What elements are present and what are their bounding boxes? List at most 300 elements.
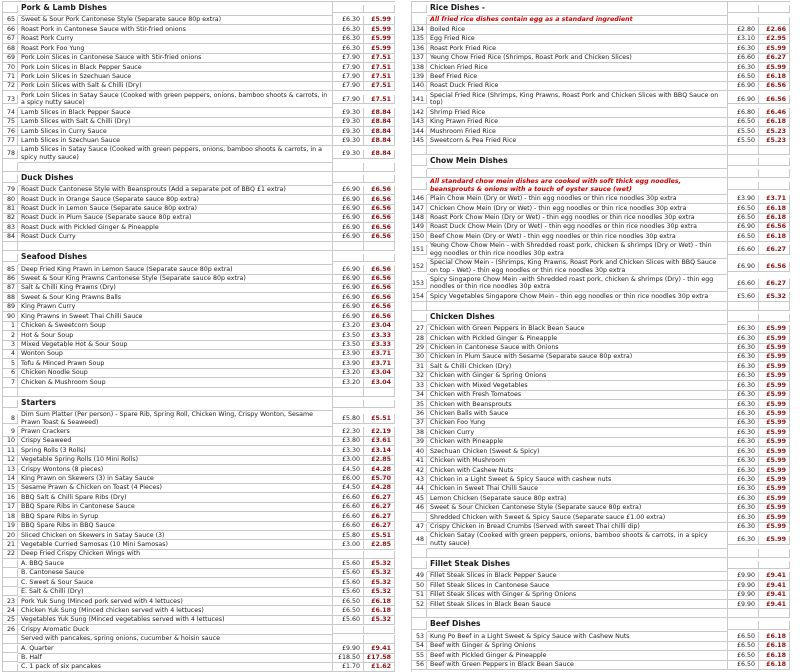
price-discount: £1.62 (364, 663, 395, 672)
dish-number: 20 (3, 531, 18, 540)
dish-name (427, 609, 728, 618)
price-discount: £3.71 (759, 195, 790, 204)
menu-item-row (3, 493, 395, 502)
price-standard: £6.30 (333, 44, 364, 53)
section-title: Beef Dishes (427, 618, 728, 632)
section-title: Rice Dishes - (427, 2, 728, 16)
price-standard (728, 17, 759, 25)
price-discount: £5.99 (759, 344, 790, 353)
price-standard: £6.50 (728, 642, 759, 651)
price-standard: £6.30 (728, 494, 759, 503)
price-standard: £9.30 (333, 118, 364, 127)
dish-name: Chicken Balls with Sauce (427, 409, 728, 418)
menu-item-row (3, 293, 395, 302)
dish-number: 31 (412, 362, 427, 371)
dish-number (3, 569, 18, 577)
dish-number: 66 (3, 25, 18, 34)
price-discount: £6.56 (759, 223, 790, 232)
dish-number: 56 (412, 661, 427, 670)
dish-name: Vegetable Curried Samosas (10 Mini Samosas) (18, 540, 333, 549)
price-standard: £6.90 (333, 303, 364, 312)
menu-item-row (3, 91, 395, 108)
price-discount: £4.28 (364, 484, 395, 493)
price-standard: £3.20 (333, 378, 364, 387)
price-discount: £6.56 (759, 95, 790, 104)
price-discount: £6.18 (759, 651, 790, 660)
price-discount (364, 626, 395, 634)
dish-name: Chicken with Green Peppers in Black Bean Sauce (427, 325, 728, 334)
price-standard (728, 561, 759, 569)
menu-item-row (412, 475, 790, 484)
menu-item-row (412, 457, 790, 466)
price-discount: £5.99 (759, 475, 790, 484)
dish-name: King Prawn Fried Rice (427, 118, 728, 127)
dish-number: 27 (412, 325, 427, 334)
dish-name: Chicken with Beansprouts (427, 400, 728, 409)
price-discount (364, 551, 395, 559)
menu-item-row (3, 284, 395, 293)
dish-name (18, 242, 333, 251)
dish-number: 37 (412, 419, 427, 428)
price-discount (759, 621, 790, 629)
spacer-row (3, 242, 395, 251)
dish-name: Lamb Slices in Black Pepper Sauce (18, 108, 333, 117)
dish-number: 84 (3, 233, 18, 242)
price-discount: £5.99 (759, 457, 790, 466)
price-standard: £3.00 (333, 540, 364, 549)
price-standard: £6.30 (728, 485, 759, 494)
price-standard: £6.30 (728, 457, 759, 466)
dish-number: 53 (412, 632, 427, 641)
dish-name: King Prawns in Sweet Thai Chilli Sauce (18, 312, 333, 321)
price-discount (759, 17, 790, 25)
dish-number: 21 (3, 540, 18, 549)
dish-number (412, 549, 427, 558)
section-header-row (3, 2, 395, 16)
price-standard: £18.50 (333, 654, 364, 663)
price-discount (759, 158, 790, 166)
dish-name: Chicken Foo Yung (427, 419, 728, 428)
dish-number: 23 (3, 597, 18, 606)
dish-number: 68 (3, 44, 18, 53)
price-discount: £6.27 (759, 279, 790, 288)
dish-number: 77 (3, 136, 18, 145)
dish-name: Wonton Soup (18, 350, 333, 359)
price-standard: £7.90 (333, 72, 364, 81)
menu-item-row (3, 195, 395, 204)
price-standard: £3.30 (333, 446, 364, 455)
price-standard: £5.60 (333, 559, 364, 568)
price-discount: £8.84 (364, 150, 395, 159)
price-standard: £6.90 (333, 275, 364, 284)
price-discount: £5.32 (759, 292, 790, 301)
price-standard: £6.30 (728, 419, 759, 428)
price-standard: £6.30 (728, 409, 759, 418)
price-standard: £5.50 (728, 136, 759, 145)
price-discount: £9.41 (759, 581, 790, 590)
price-standard: £9.90 (728, 581, 759, 590)
dish-name: Sesame Prawn & Chicken on Toast (4 Pieces) (18, 484, 333, 493)
price-standard (728, 146, 759, 155)
price-standard: £6.30 (728, 381, 759, 390)
price-standard: £9.90 (728, 600, 759, 609)
dish-number: 151 (412, 245, 427, 254)
price-discount: £9.41 (759, 591, 790, 600)
price-standard: £6.30 (728, 438, 759, 447)
dish-name: Sweetcorn & Pea Fried Rice (427, 136, 728, 145)
price-discount: £6.56 (759, 82, 790, 91)
price-discount: £6.56 (364, 293, 395, 302)
menu-item-row (412, 642, 790, 651)
dish-number: 45 (412, 494, 427, 503)
menu-item-row (412, 523, 790, 532)
dish-name: Beef Chow Mein (Dry or Wet) - thin egg noodles or thin rice noodles 30p extra (427, 232, 728, 241)
price-standard (333, 242, 364, 251)
price-discount: £3.14 (364, 446, 395, 455)
menu-item-row (412, 242, 790, 259)
menu-item-row (412, 353, 790, 362)
dish-number (412, 302, 427, 311)
menu-item-row (412, 419, 790, 428)
price-discount: £6.18 (759, 632, 790, 641)
dish-number: 55 (412, 651, 427, 660)
menu-item-row (3, 456, 395, 465)
dish-number: 65 (3, 16, 18, 25)
dish-number: 7 (3, 378, 18, 387)
dish-number: 11 (3, 446, 18, 455)
menu-item-row (412, 72, 790, 81)
menu-item-row (3, 475, 395, 484)
dish-name: Chicken with Mushroom (427, 457, 728, 466)
dish-number: 134 (412, 25, 427, 34)
dish-number (3, 664, 18, 672)
price-discount: £5.99 (759, 334, 790, 343)
section-title: Pork & Lamb Dishes (18, 2, 333, 16)
price-discount: £6.56 (364, 214, 395, 223)
price-discount: £17.58 (364, 654, 395, 663)
dish-number (3, 175, 18, 183)
price-discount: £6.56 (364, 284, 395, 293)
price-discount (759, 169, 790, 178)
price-standard: £6.50 (728, 214, 759, 223)
dish-number (3, 400, 18, 408)
dish-name (18, 163, 333, 172)
menu-item-row (3, 503, 395, 512)
menu-item-row (3, 118, 395, 127)
price-discount: £5.99 (364, 25, 395, 34)
dish-number: 147 (412, 204, 427, 213)
price-discount: £8.84 (364, 118, 395, 127)
dish-number (3, 242, 18, 251)
dish-name: Lamb Slices in Satay Sauce (Cooked with green peppers, onions, bamboo shoots & carrots, in a spicy nutty sauce) (18, 146, 333, 163)
dish-number (3, 579, 18, 587)
menu-item-row (3, 331, 395, 340)
price-standard: £6.90 (333, 195, 364, 204)
dish-number (3, 588, 18, 596)
dish-name: Chicken & Sweetcorn Soup (18, 322, 333, 331)
menu-item-row (412, 292, 790, 301)
price-standard: £6.90 (333, 293, 364, 302)
price-standard (728, 5, 759, 13)
dish-name: Fillet Steak Slices with Ginger & Spring Onions (427, 591, 728, 600)
price-standard: £6.30 (333, 25, 364, 34)
dish-name: Deep Fried King Prawn in Lemon Sauce (Separate sauce 80p extra) (18, 265, 333, 274)
menu-column-left (2, 1, 395, 672)
price-discount: £6.56 (364, 303, 395, 312)
price-standard: £6.30 (728, 362, 759, 371)
menu-item-row (3, 465, 395, 474)
dish-name (427, 549, 728, 558)
dish-number: 52 (412, 600, 427, 609)
dish-number (412, 5, 427, 13)
dish-name: Vegetable Spring Rolls (10 Mini Rolls) (18, 456, 333, 465)
price-discount: £5.32 (364, 569, 395, 578)
price-standard (333, 254, 364, 262)
spacer-row (412, 549, 790, 558)
dish-number (3, 388, 18, 397)
dish-number: 17 (3, 503, 18, 512)
price-discount: £6.46 (759, 108, 790, 117)
dish-number: 5 (3, 359, 18, 368)
dish-name: Roast Duck with Pickled Ginger & Pineapple (18, 223, 333, 232)
dish-number: 42 (412, 466, 427, 475)
price-discount (759, 549, 790, 558)
price-standard: £3.90 (728, 195, 759, 204)
price-discount: £6.27 (759, 245, 790, 254)
price-discount (364, 400, 395, 408)
dish-number (412, 158, 427, 166)
section-title: Seafood Dishes (18, 251, 333, 265)
dish-number: 138 (412, 63, 427, 72)
dish-number: 26 (3, 625, 18, 634)
price-discount: £5.99 (759, 325, 790, 334)
dish-number: 18 (3, 512, 18, 521)
price-standard: £3.10 (728, 35, 759, 44)
menu-item-row (412, 428, 790, 437)
dish-name: E. Salt & Chilli (Dry) (18, 588, 333, 597)
dish-name: C. Sweet & Sour Sauce (18, 578, 333, 587)
price-standard: £6.90 (728, 82, 759, 91)
menu-item-row (412, 651, 790, 660)
dish-name: Roast Pork Curry (18, 35, 333, 44)
price-standard: £6.90 (728, 262, 759, 271)
price-standard: £6.30 (728, 63, 759, 72)
menu-item-row (412, 63, 790, 72)
menu-item-row (3, 186, 395, 195)
dish-number (412, 17, 427, 25)
price-standard: £5.80 (333, 531, 364, 540)
dish-name: Dim Sum Platter (Per person) - Spare Rib, Spring Roll, Chicken Wing, Crispy Wonton, Sesame Prawn Toast & Seaweed) (18, 411, 333, 428)
dish-number: 49 (412, 572, 427, 581)
menu-item-row (3, 146, 395, 163)
price-standard (333, 635, 364, 643)
dish-number: 8 (3, 414, 18, 423)
dish-name: Shredded Chicken with Sweet & Spicy Sauce (Separate sauce £1.00 extra) (427, 513, 728, 522)
dish-number: 4 (3, 350, 18, 359)
menu-item-row (3, 312, 395, 321)
price-discount: £6.56 (364, 223, 395, 232)
dish-name: Lamb Slices in Curry Sauce (18, 127, 333, 136)
dish-name: Sweet & Sour Pork Cantonese Style (Separate sauce 80p extra) (18, 16, 333, 25)
price-discount: £5.32 (364, 616, 395, 625)
menu-item-row (412, 581, 790, 590)
menu-item-row (412, 494, 790, 503)
price-discount: £5.99 (759, 44, 790, 53)
price-discount (364, 254, 395, 262)
menu-item-row (412, 82, 790, 91)
menu-item-row (412, 591, 790, 600)
menu-item-row (412, 118, 790, 127)
price-discount (759, 314, 790, 322)
dish-number (3, 254, 18, 262)
menu-item-row (412, 127, 790, 136)
price-standard: £1.70 (333, 663, 364, 672)
menu-item-row (3, 427, 395, 436)
dish-name: Special Fried Rice (Shrimps, King Prawns, Roast Pork and Chicken Slices with BBQ Sauce on top) (427, 91, 728, 108)
dish-number: 152 (412, 262, 427, 271)
menu-item-row (3, 625, 395, 634)
price-discount (759, 609, 790, 618)
menu-item-row (3, 359, 395, 368)
price-discount: £6.56 (364, 275, 395, 284)
menu-item-row (3, 275, 395, 284)
dish-number: 72 (3, 82, 18, 91)
menu-item-row (412, 466, 790, 475)
price-standard: £6.60 (728, 245, 759, 254)
price-discount (759, 302, 790, 311)
menu-item-row (3, 223, 395, 232)
price-standard: £3.20 (333, 369, 364, 378)
dish-number: 44 (412, 485, 427, 494)
menu-item-row (3, 606, 395, 615)
dish-number: 25 (3, 616, 18, 625)
dish-name: BBQ Salt & Chilli Spare Ribs (Dry) (18, 493, 333, 502)
dish-name: Sweet & Sour King Prawns Balls (18, 293, 333, 302)
price-standard: £5.80 (333, 414, 364, 423)
section-title: Chow Mein Dishes (427, 155, 728, 169)
price-discount (364, 635, 395, 643)
dish-number: 41 (412, 457, 427, 466)
price-standard: £6.30 (728, 325, 759, 334)
price-standard: £6.50 (728, 118, 759, 127)
price-discount: £7.51 (364, 72, 395, 81)
price-discount: £7.51 (364, 95, 395, 104)
price-discount: £5.99 (759, 536, 790, 545)
dish-name: Fillet Steak Slices in Black Bean Sauce (427, 600, 728, 609)
menu-item-row (3, 531, 395, 540)
dish-number: 142 (412, 108, 427, 117)
price-standard (728, 158, 759, 166)
dish-number: 148 (412, 214, 427, 223)
price-standard (333, 5, 364, 13)
price-discount (759, 561, 790, 569)
dish-number: 81 (3, 205, 18, 214)
dish-number: 85 (3, 265, 18, 274)
price-standard: £5.60 (333, 578, 364, 587)
menu-item-row (3, 569, 395, 578)
price-discount: £5.99 (759, 391, 790, 400)
price-standard: £6.50 (333, 597, 364, 606)
menu-item-row (3, 82, 395, 91)
dish-number: 69 (3, 54, 18, 63)
price-standard: £6.50 (728, 661, 759, 670)
price-discount: £5.99 (759, 447, 790, 456)
dish-name: Roast Duck Curry (18, 233, 333, 242)
dish-number: 36 (412, 409, 427, 418)
price-discount: £3.61 (364, 437, 395, 446)
price-standard: £9.30 (333, 150, 364, 159)
dish-number: 12 (3, 456, 18, 465)
dish-number: 150 (412, 232, 427, 241)
price-standard (333, 626, 364, 634)
price-standard: £6.30 (728, 428, 759, 437)
dish-name: Chicken Satay (Cooked with green peppers, onions, bamboo shoots & carrots, in a spicy nutty sauce) (427, 532, 728, 549)
price-discount: £6.27 (364, 493, 395, 502)
price-standard: £6.30 (728, 447, 759, 456)
dish-name: Pork Loin Slices in Szechuan Sauce (18, 72, 333, 81)
price-discount: £5.70 (364, 475, 395, 484)
dish-number: 2 (3, 331, 18, 340)
price-discount: £6.18 (759, 642, 790, 651)
price-discount: £5.99 (759, 362, 790, 371)
dish-name: Sliced Chicken on Skewers in Satay Sauce (3) (18, 531, 333, 540)
price-discount: £6.56 (364, 205, 395, 214)
dish-number (412, 621, 427, 629)
dish-number: 137 (412, 54, 427, 63)
price-standard: £6.30 (728, 475, 759, 484)
dish-number: 30 (412, 353, 427, 362)
dish-number: 38 (412, 428, 427, 437)
menu-item-row (3, 663, 395, 672)
dish-name: King Prawn on Skewers (3) in Satay Sauce (18, 475, 333, 484)
menu-item-row (412, 223, 790, 232)
dish-name: Crispy Wontons (8 pieces) (18, 465, 333, 474)
price-discount: £2.85 (364, 540, 395, 549)
price-standard: £6.30 (333, 35, 364, 44)
dish-number (3, 635, 18, 643)
price-discount: £6.18 (759, 232, 790, 241)
menu-item-row (412, 334, 790, 343)
menu-item-row (3, 522, 395, 531)
menu-item-row (3, 578, 395, 587)
price-standard: £6.50 (728, 232, 759, 241)
section-title: Chicken Dishes (427, 311, 728, 325)
dish-number: 143 (412, 118, 427, 127)
dish-name: Roast Pork Fried Rice (427, 44, 728, 53)
dish-number: 141 (412, 95, 427, 104)
price-discount: £3.04 (364, 378, 395, 387)
dish-name: Sweet & Sour Chicken Cantonese Style (Separate sauce 80p extra) (427, 504, 728, 513)
menu-item-row (412, 275, 790, 292)
menu-item-row (412, 485, 790, 494)
dish-name: Mixed Vegetable Hot & Sour Soup (18, 341, 333, 350)
price-standard (728, 609, 759, 618)
dish-name: Salt & Chilli King Prawns (Dry) (18, 284, 333, 293)
dish-name: Roast Pork Foo Yung (18, 44, 333, 53)
price-standard: £6.50 (728, 632, 759, 641)
price-discount: £6.18 (759, 661, 790, 670)
section-note-row (412, 16, 790, 25)
price-standard (333, 551, 364, 559)
dish-name: B. Cantonese Sauce (18, 569, 333, 578)
price-discount: £6.18 (759, 214, 790, 223)
dish-number (412, 514, 427, 522)
dish-name (427, 146, 728, 155)
price-discount: £5.99 (364, 44, 395, 53)
price-standard (333, 388, 364, 397)
price-standard: £5.60 (333, 588, 364, 597)
price-standard: £6.30 (728, 504, 759, 513)
